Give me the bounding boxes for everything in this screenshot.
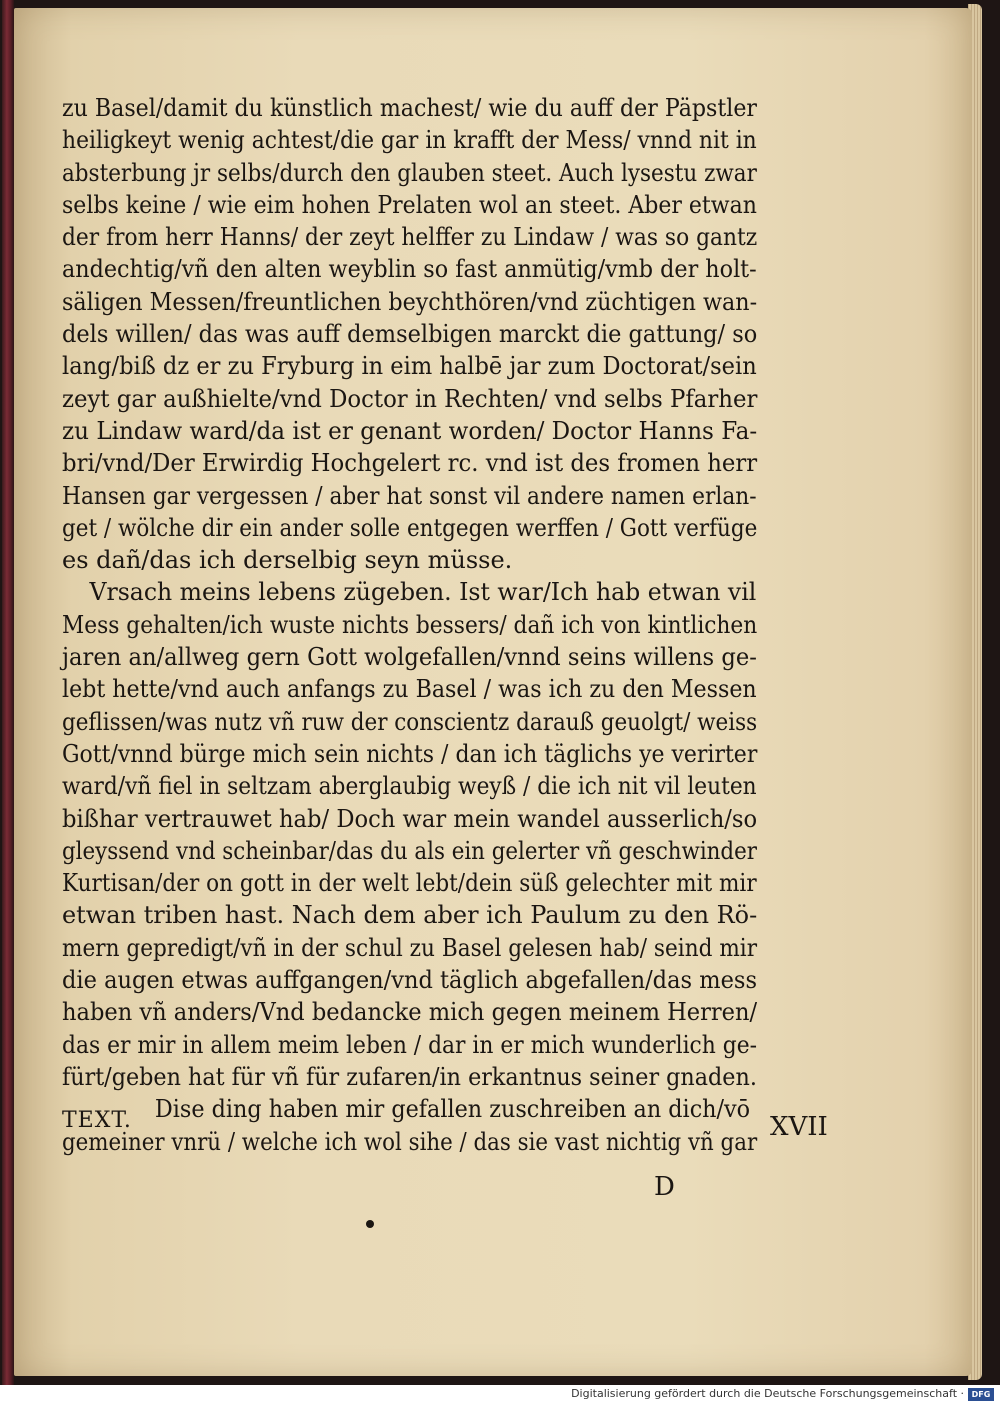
text-line: etwan triben hast. Nach dem aber ich Paulum zu den Rö- <box>62 901 758 930</box>
text-line: zeyt gar außhielte/vnd Doctor in Rechten/ vnd selbs Pfarher <box>62 384 758 413</box>
text-line: der from herr Hanns/ der zeyt helffer zu Lindaw / was so gantz <box>62 223 758 252</box>
signature-mark: XVII <box>770 1112 828 1142</box>
footer-bar <box>0 1385 1000 1404</box>
text-line: Mess gehalten/ich wuste nichts bessers/ dañ ich von kintlichen <box>62 610 758 639</box>
text-line: es dañ/das ich derselbig seyn müsse. <box>62 546 513 575</box>
text-line: jaren an/allweg gern Gott wolgefallen/vnnd seins willens ge- <box>62 643 757 672</box>
text-line: zu Lindaw ward/da ist er genant worden/ Doctor Hanns Fa- <box>62 416 758 445</box>
text-line: Gott/vnnd bürge mich sein nichts / dan ich täglichs ye verirter <box>62 739 758 768</box>
text-section-marker: TEXT. <box>62 1108 132 1133</box>
text-line: lebt hette/vnd auch anfangs zu Basel / was ich zu den Messen <box>62 675 757 704</box>
text-line: dels willen/ das was auff demselbigen marckt die gattung/ so <box>62 320 758 349</box>
text-line: lang/biß dz er zu Fryburg in eim halbē jar zum Doctorat/sein <box>62 352 757 381</box>
text-line: heiligkeyt wenig achtest/die gar in krafft der Mess/ vnnd nit in <box>62 126 757 155</box>
text-line: gemeiner vnrü / welche ich wol sihe / das sie vast nichtig vñ gar <box>62 1127 758 1156</box>
text-line: gleyssend vnd scheinbar/das du als ein gelerter vñ geschwinder <box>62 836 757 865</box>
text-line: säligen Messen/freuntlichen beychthören/vnd züchtigen wan- <box>62 287 758 316</box>
text-line: bri/vnd/Der Erwirdig Hochgelert rc. vnd ist des fromen herr <box>62 449 758 478</box>
text-line: get / wölche dir ein ander solle entgegen werffen / Gott verfüge <box>62 513 758 542</box>
text-line: Dise ding haben mir gefallen zuschreiben an dich/vō <box>154 1095 751 1124</box>
text-line: ward/vñ fiel in seltzam aberglaubig weyß / die ich nit vil leuten <box>62 772 757 801</box>
book-cover-edge <box>2 0 14 1385</box>
footer-credit: Digitalisierung gefördert durch die Deutsche Forschungsgemeinschaft · <box>571 1387 964 1400</box>
text-line: selbs keine / wie eim hohen Prelaten wol an steet. Aber etwan <box>62 190 757 219</box>
text-line: absterbung jr selbs/durch den glauben steet. Auch lysestu zwar <box>62 158 757 187</box>
text-line: haben vñ anders/Vnd bedancke mich gegen meinem Herren/ <box>62 998 758 1027</box>
text-line: bißhar vertrauwet hab/ Doch war mein wandel ausserlich/so <box>62 804 758 833</box>
text-line: mern gepredigt/vñ in der schul zu Basel gelesen hab/ seind mir <box>62 933 758 962</box>
text-line: fürt/geben hat für vñ für zufaren/in erkantnus seiner gnaden. <box>62 1062 757 1091</box>
text-line: Kurtisan/der on gott in der welt lebt/dein süß gelechter mit mir <box>62 869 757 898</box>
text-line: die augen etwas auffgangen/vnd täglich abgefallen/das mess <box>62 966 757 995</box>
ink-dot <box>366 1220 374 1228</box>
text-line: geflissen/was nutz vñ ruw der conscientz darauß geuolgt/ weiss <box>62 707 758 736</box>
text-line: Hansen gar vergessen / aber hat sonst vil andere namen erlan- <box>62 481 757 510</box>
catchword: D <box>654 1172 675 1202</box>
dfg-logo: DFG <box>968 1388 994 1401</box>
text-line: das er mir in allem meim leben / dar in er mich wunderlich ge- <box>62 1030 758 1059</box>
page-text-block <box>62 92 762 1158</box>
text-line: Vrsach meins lebens zügeben. Ist war/Ich hab etwan vil <box>89 578 757 607</box>
text-line: zu Basel/damit du künstlich machest/ wie du auff der Päpstler <box>62 94 757 122</box>
text-line: andechtig/vñ den alten weyblin so fast anmütig/vmb der holt- <box>62 255 757 284</box>
